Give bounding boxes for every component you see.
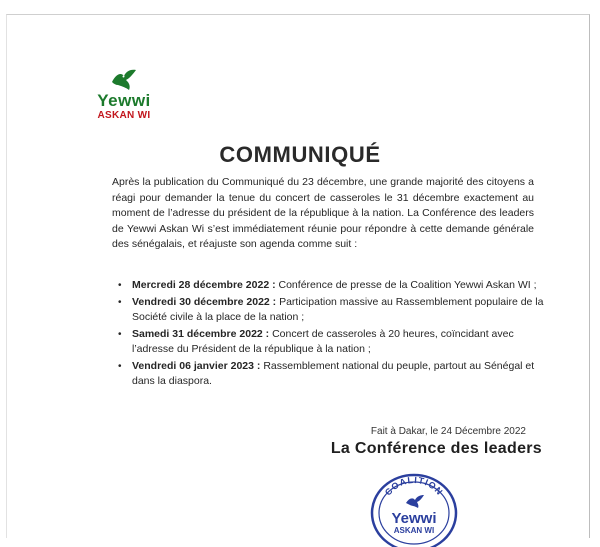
- agenda-date: Vendredi 06 janvier 2023 :: [132, 360, 261, 372]
- agenda-item: [112, 295, 552, 325]
- signature: La Conférence des leaders: [330, 440, 542, 457]
- agenda-text: Conférence de presse de la Coalition Yewwi Askan WI ;: [275, 279, 537, 291]
- agenda-text: Participation massive au Rassemblement populaire de la Société civile à la place de la nation ;: [132, 296, 544, 323]
- svg-text:COALITION: [383, 475, 445, 498]
- stamp-subtitle: ASKAN WI: [393, 526, 435, 535]
- page-title: COMMUNIQUÉ: [219, 142, 381, 167]
- coalition-stamp: [366, 467, 462, 547]
- logo-word: Yewwi: [97, 91, 151, 110]
- agenda-item: [112, 278, 552, 293]
- agenda-item: [112, 327, 552, 357]
- agenda-text: Concert de casseroles à 20 heures, coïncidant avec l’adresse du Président de la république à la nation ;: [132, 328, 514, 355]
- stamp-top-text: COALITION: [382, 474, 446, 498]
- agenda-list: [112, 278, 552, 391]
- stamp-word: Yewwi: [391, 510, 437, 527]
- agenda-date: Vendredi 30 décembre 2022 :: [132, 296, 277, 308]
- agenda-date: Mercredi 28 décembre 2022 :: [132, 279, 276, 291]
- intro-paragraph: Après la publication du Communiqué du 23 décembre, une grande majorité des citoyens a réagi pour demander la tenue du concert de casseroles le 31 décembre exactement au moment de l’adresse du président de la république à la nation. La Conférence des leaders de Yewwi Askan Wi s’est immédiatement réunie pour répondre à cette demande générale des sénégalais, et réajuste son agenda comme suit :: [112, 176, 534, 250]
- place-date: Fait à Dakar, le 24 Décembre 2022: [370, 426, 526, 437]
- stamp-dove-icon: [406, 495, 424, 508]
- yewwi-logo: [84, 68, 164, 121]
- agenda-text: Rassemblement national du peuple, partout au Sénégal et dans la diaspora.: [132, 360, 535, 387]
- agenda-date: Samedi 31 décembre 2022 :: [132, 328, 270, 340]
- agenda-item: [112, 359, 552, 389]
- logo-subtitle: ASKAN WI: [97, 110, 151, 121]
